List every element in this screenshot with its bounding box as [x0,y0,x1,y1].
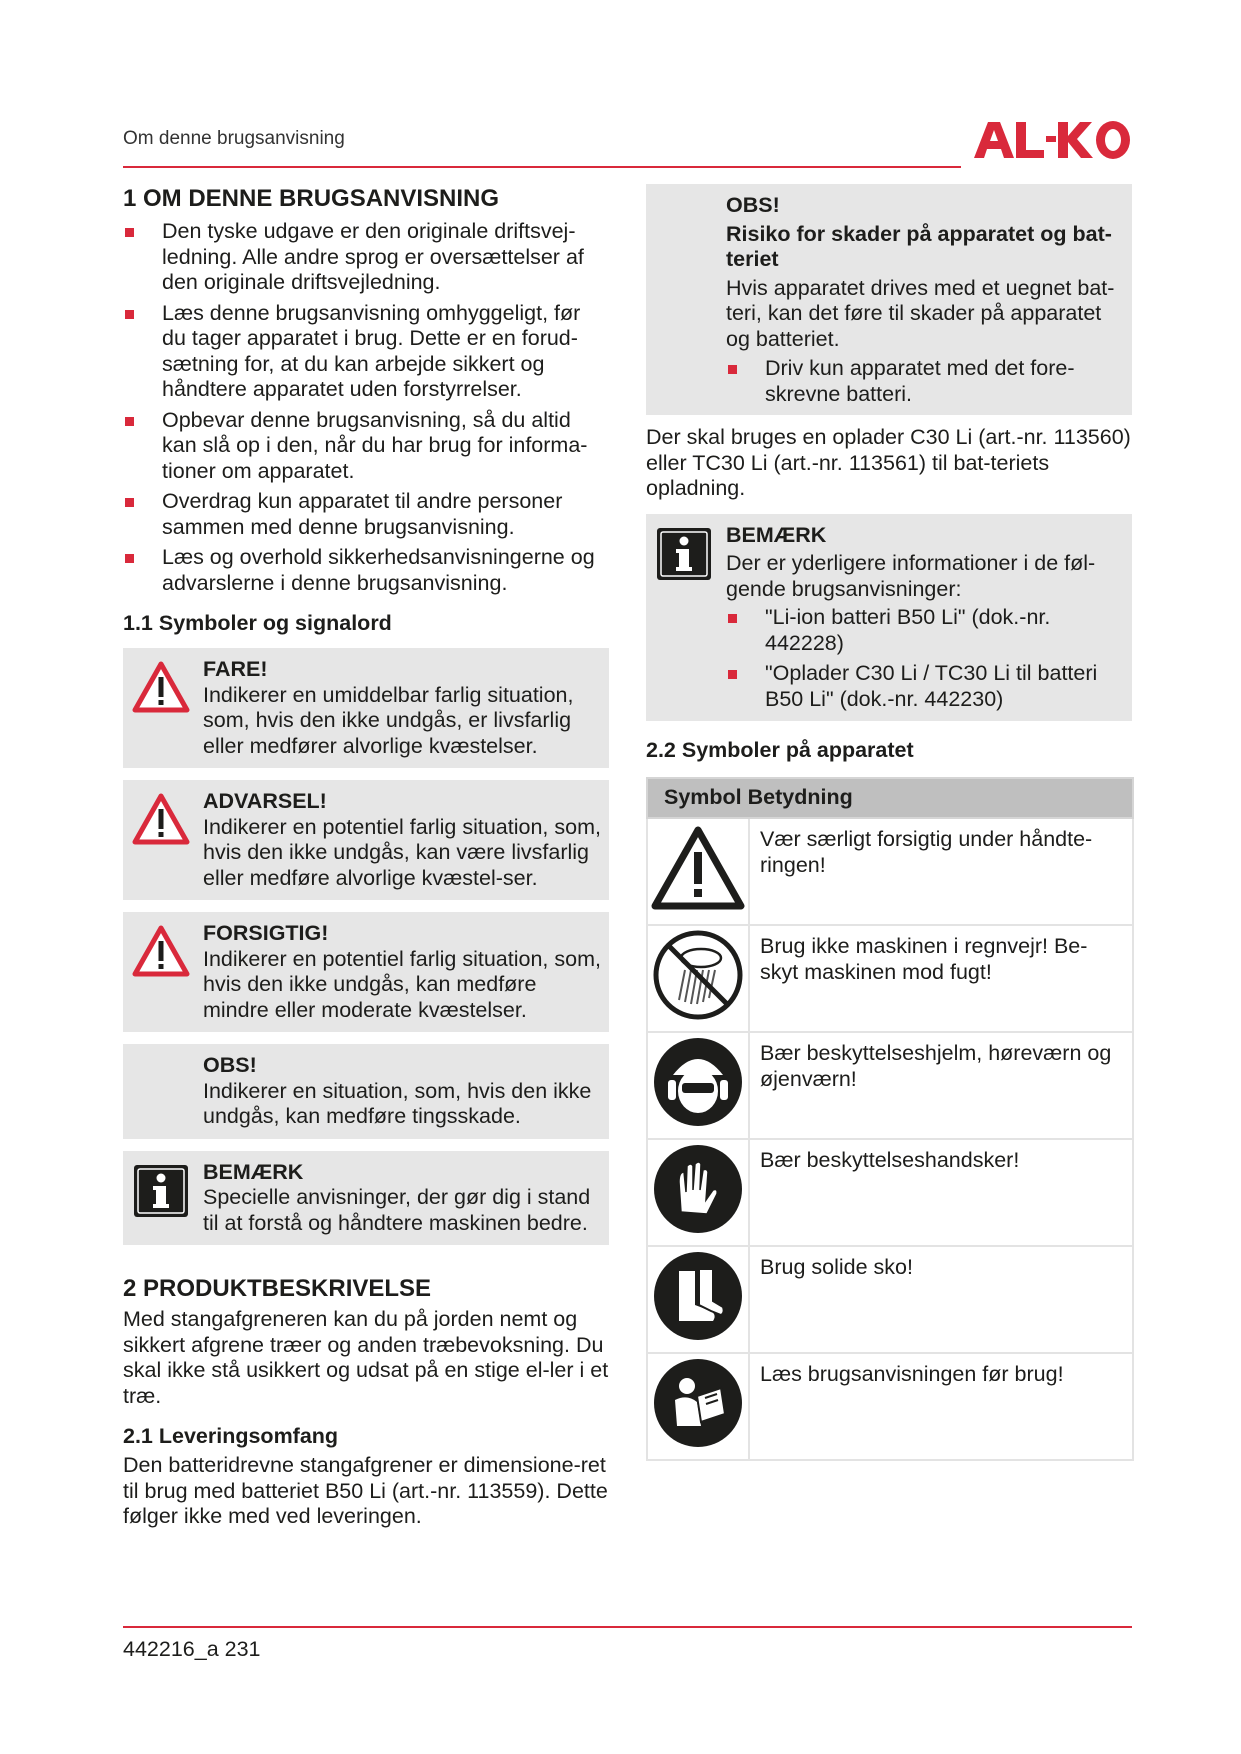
section-2-text: Med stangafgreneren kan du på jorden nemt og sikkert afgrene træer og anden træbevoksning. Du skal ikke stå usikkert og udsat på en stige el-ler i et træ. [123,1307,609,1408]
bullet-square-icon [728,670,737,679]
page-footer: 442216_a 231 [123,1637,261,1661]
meaning-cell: Brug solide sko! [749,1246,1133,1353]
document-list [726,605,1126,712]
danger-box [123,648,609,768]
header-divider [123,166,961,168]
bullet-square-icon [125,417,134,426]
bullet-square-icon [728,365,737,374]
list-item: "Li-ion batteri B50 Li" (dok.-nr. 442228) [726,605,1126,656]
read-manual-icon [651,1356,745,1450]
right-column [646,184,1132,1461]
col-symbol-header: Symbol [664,785,742,810]
box-title: FORSIGTIG! [203,921,329,945]
box-text: Hvis apparatet drives med et uegnet bat-teri, kan det føre til skader på apparatet og batteriet. [726,275,1115,351]
info-icon [132,1163,190,1219]
list-item: Opbevar denne brugsanvisning, så du altid kan slå op i den, når du har brug for informa-tioner om apparatet. [123,408,609,485]
meaning-cell: Vær særligt forsigtig under håndte-ringen! [749,818,1133,925]
box-text: Indikerer en potentiel farlig situation, som, hvis den ikke undgås, kan medføre mindre eller moderate kvæstelser. [203,946,601,1022]
box-title: OBS! [203,1053,257,1077]
battery-notice-box [646,184,1132,415]
meaning-cell: Bær beskyttelseshjelm, høreværn og øjenværn! [749,1032,1133,1139]
list-item: Overdrag kun apparatet til andre personer sammen med denne brugsanvisning. [123,489,609,540]
note-box [123,1151,609,1246]
table-row [647,1246,1133,1353]
section-1-1-heading: 1.1 Symboler og signalord [123,611,392,635]
bullet-square-icon [125,228,134,237]
table-row [647,1139,1133,1246]
table-row [647,925,1133,1032]
box-text: Der er yderligere informationer i de føl-gende brugsanvisninger: [726,551,1096,601]
symbol-cell [647,1032,749,1139]
section-2-1-heading: 2.1 Leveringsomfang [123,1424,339,1448]
box-text: Specielle anvisninger, der gør dig i stand til at forstå og håndtere maskinen bedre. [203,1185,591,1235]
no-rain-icon [651,928,745,1022]
bullet-square-icon [728,614,737,623]
warning-triangle-icon [132,924,190,980]
head-protection-icon [651,1035,745,1129]
warning-triangle-icon [132,660,190,716]
caution-triangle-icon [651,824,745,912]
charger-text: Der skal bruges en oplader C30 Li (art.-nr. 113560) eller TC30 Li (art.-nr. 113561) til bat-teriets opladning. [646,425,1131,500]
section-1-bullet-list [123,219,609,596]
symbol-cell [647,925,749,1032]
box-title: FARE! [203,657,268,681]
box-text: Indikerer en umiddelbar farlig situation, som, hvis den ikke undgås, er livsfarlig eller medfører alvorlige kvæstelser. [203,682,574,758]
footer-divider [123,1626,1132,1628]
boots-icon [651,1249,745,1343]
section-2-1-text: Den batteridrevne stangafgrener er dimensione-ret til brug med batteriet B50 Li (art.-nr. 113559). Dette følger ikke med ved leveringen. [123,1453,608,1528]
table-header [647,778,1133,818]
bullet-square-icon [125,554,134,563]
list-item: Læs og overhold sikkerhedsanvisningerne og advarslerne i denne brugsanvisning. [123,545,609,596]
bullet-square-icon [125,498,134,507]
box-text: Indikerer en situation, som, hvis den ikke undgås, kan medføre tingsskade. [203,1078,592,1128]
section-2-2-heading: 2.2 Symboler på apparatet [646,738,914,762]
meaning-cell: Bær beskyttelseshandsker! [749,1139,1133,1246]
meaning-cell: Læs brugsanvisningen før brug! [749,1353,1133,1460]
section-2-heading: 2 PRODUKTBESKRIVELSE [123,1275,432,1302]
list-item: Læs denne brugsanvisning omhyggeligt, før du tager apparatet i brug. Dette er en forud-sætning for, at du kan arbejde sikkert og håndtere apparatet uden forstyrrelser. [123,301,609,403]
info-icon [655,526,713,582]
symbol-cell [647,818,749,925]
gloves-icon [651,1142,745,1236]
further-info-box [646,514,1132,722]
left-column [123,185,609,1530]
box-subtitle: Risiko for skader på apparatet og bat-teriet [726,221,1112,271]
list-item: "Oplader C30 Li / TC30 Li til batteri B50 Li" (dok.-nr. 442230) [726,661,1126,712]
symbols-table [646,777,1134,1461]
section-1-heading: 1 OM DENNE BRUGSANVISNING [123,185,500,212]
notice-box [123,1044,609,1139]
box-title: OBS! [726,193,780,217]
warning-triangle-icon [132,792,190,848]
running-header: Om denne brugsanvisning [123,128,345,149]
symbol-cell [647,1139,749,1246]
symbol-cell [647,1246,749,1353]
warning-box [123,780,609,900]
alko-logo [972,118,1132,162]
table-row [647,818,1133,925]
box-title: BEMÆRK [203,1159,304,1184]
bullet-square-icon [125,310,134,319]
symbol-cell [647,1353,749,1460]
box-title: ADVARSEL! [203,789,327,813]
table-header-row [647,778,1133,818]
box-text: Indikerer en potentiel farlig situation, som, hvis den ikke undgås, kan være livsfarlig eller medføre alvorlige kvæstel-ser. [203,814,601,890]
caution-box [123,912,609,1032]
list-item: Den tyske udgave er den originale driftsvej-ledning. Alle andre sprog er oversættelser af den originale driftsvejledning. [123,219,609,296]
col-meaning-header: Betydning [747,785,853,810]
table-row [647,1353,1133,1460]
box-bullet-list [726,356,1126,407]
meaning-cell: Brug ikke maskinen i regnvejr! Be-skyt maskinen mod fugt! [749,925,1133,1032]
box-title: BEMÆRK [726,522,827,547]
table-row [647,1032,1133,1139]
list-item: Driv kun apparatet med det fore-skrevne batteri. [726,356,1126,407]
